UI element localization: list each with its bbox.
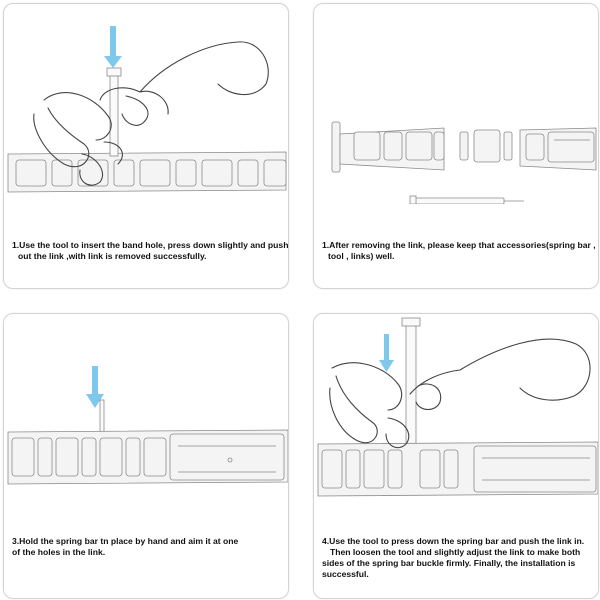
down-arrow-icon: [379, 334, 394, 372]
watch-band: [318, 442, 598, 496]
step-1-panel: [3, 3, 289, 289]
removed-link: [460, 130, 512, 162]
caption-line: sides of the spring bar buckle firmly. Finally, the installation is: [322, 558, 576, 568]
step-2-caption: [322, 240, 596, 262]
spring-bar-tool: [410, 196, 524, 204]
step-3-caption: [12, 536, 282, 558]
step-2-illustration: [314, 4, 598, 204]
step-4-panel: [313, 313, 599, 599]
step-3-illustration: [4, 314, 288, 514]
caption-line: successful.: [322, 569, 369, 579]
step-4-caption: [322, 536, 592, 580]
spring-bar: [100, 400, 104, 434]
step-2-panel: [313, 3, 599, 289]
caption-line: 4.Use the tool to press down the spring bar and push the link in.: [322, 536, 585, 546]
step-4-illustration: [314, 314, 598, 514]
watch-band: [8, 430, 288, 484]
down-arrow-icon: [104, 26, 122, 68]
caption-line: 1.Use the tool to insert the band hole, press down slightly and push: [12, 240, 289, 250]
pin-tool: [402, 318, 420, 450]
caption-line: of the holes in the link.: [12, 547, 106, 557]
step-1-illustration: [4, 4, 288, 204]
caption-line: 1.After removing the link, please keep that accessories(spring bar ,: [322, 240, 596, 250]
step-3-panel: [3, 313, 289, 599]
hands: [330, 339, 590, 448]
caption-line: 3.Hold the spring bar tn place by hand and aim it at one: [12, 536, 239, 546]
caption-line: out the link ,with link is removed successfully.: [18, 251, 207, 261]
band-segment: [332, 122, 444, 172]
watch-band: [8, 152, 286, 192]
caption-line: tool , links) well.: [328, 251, 395, 261]
step-1-caption: [12, 240, 289, 262]
clasp-segment: [520, 128, 596, 170]
caption-line: Then loosen the tool and slightly adjust the link to make both: [330, 547, 581, 557]
